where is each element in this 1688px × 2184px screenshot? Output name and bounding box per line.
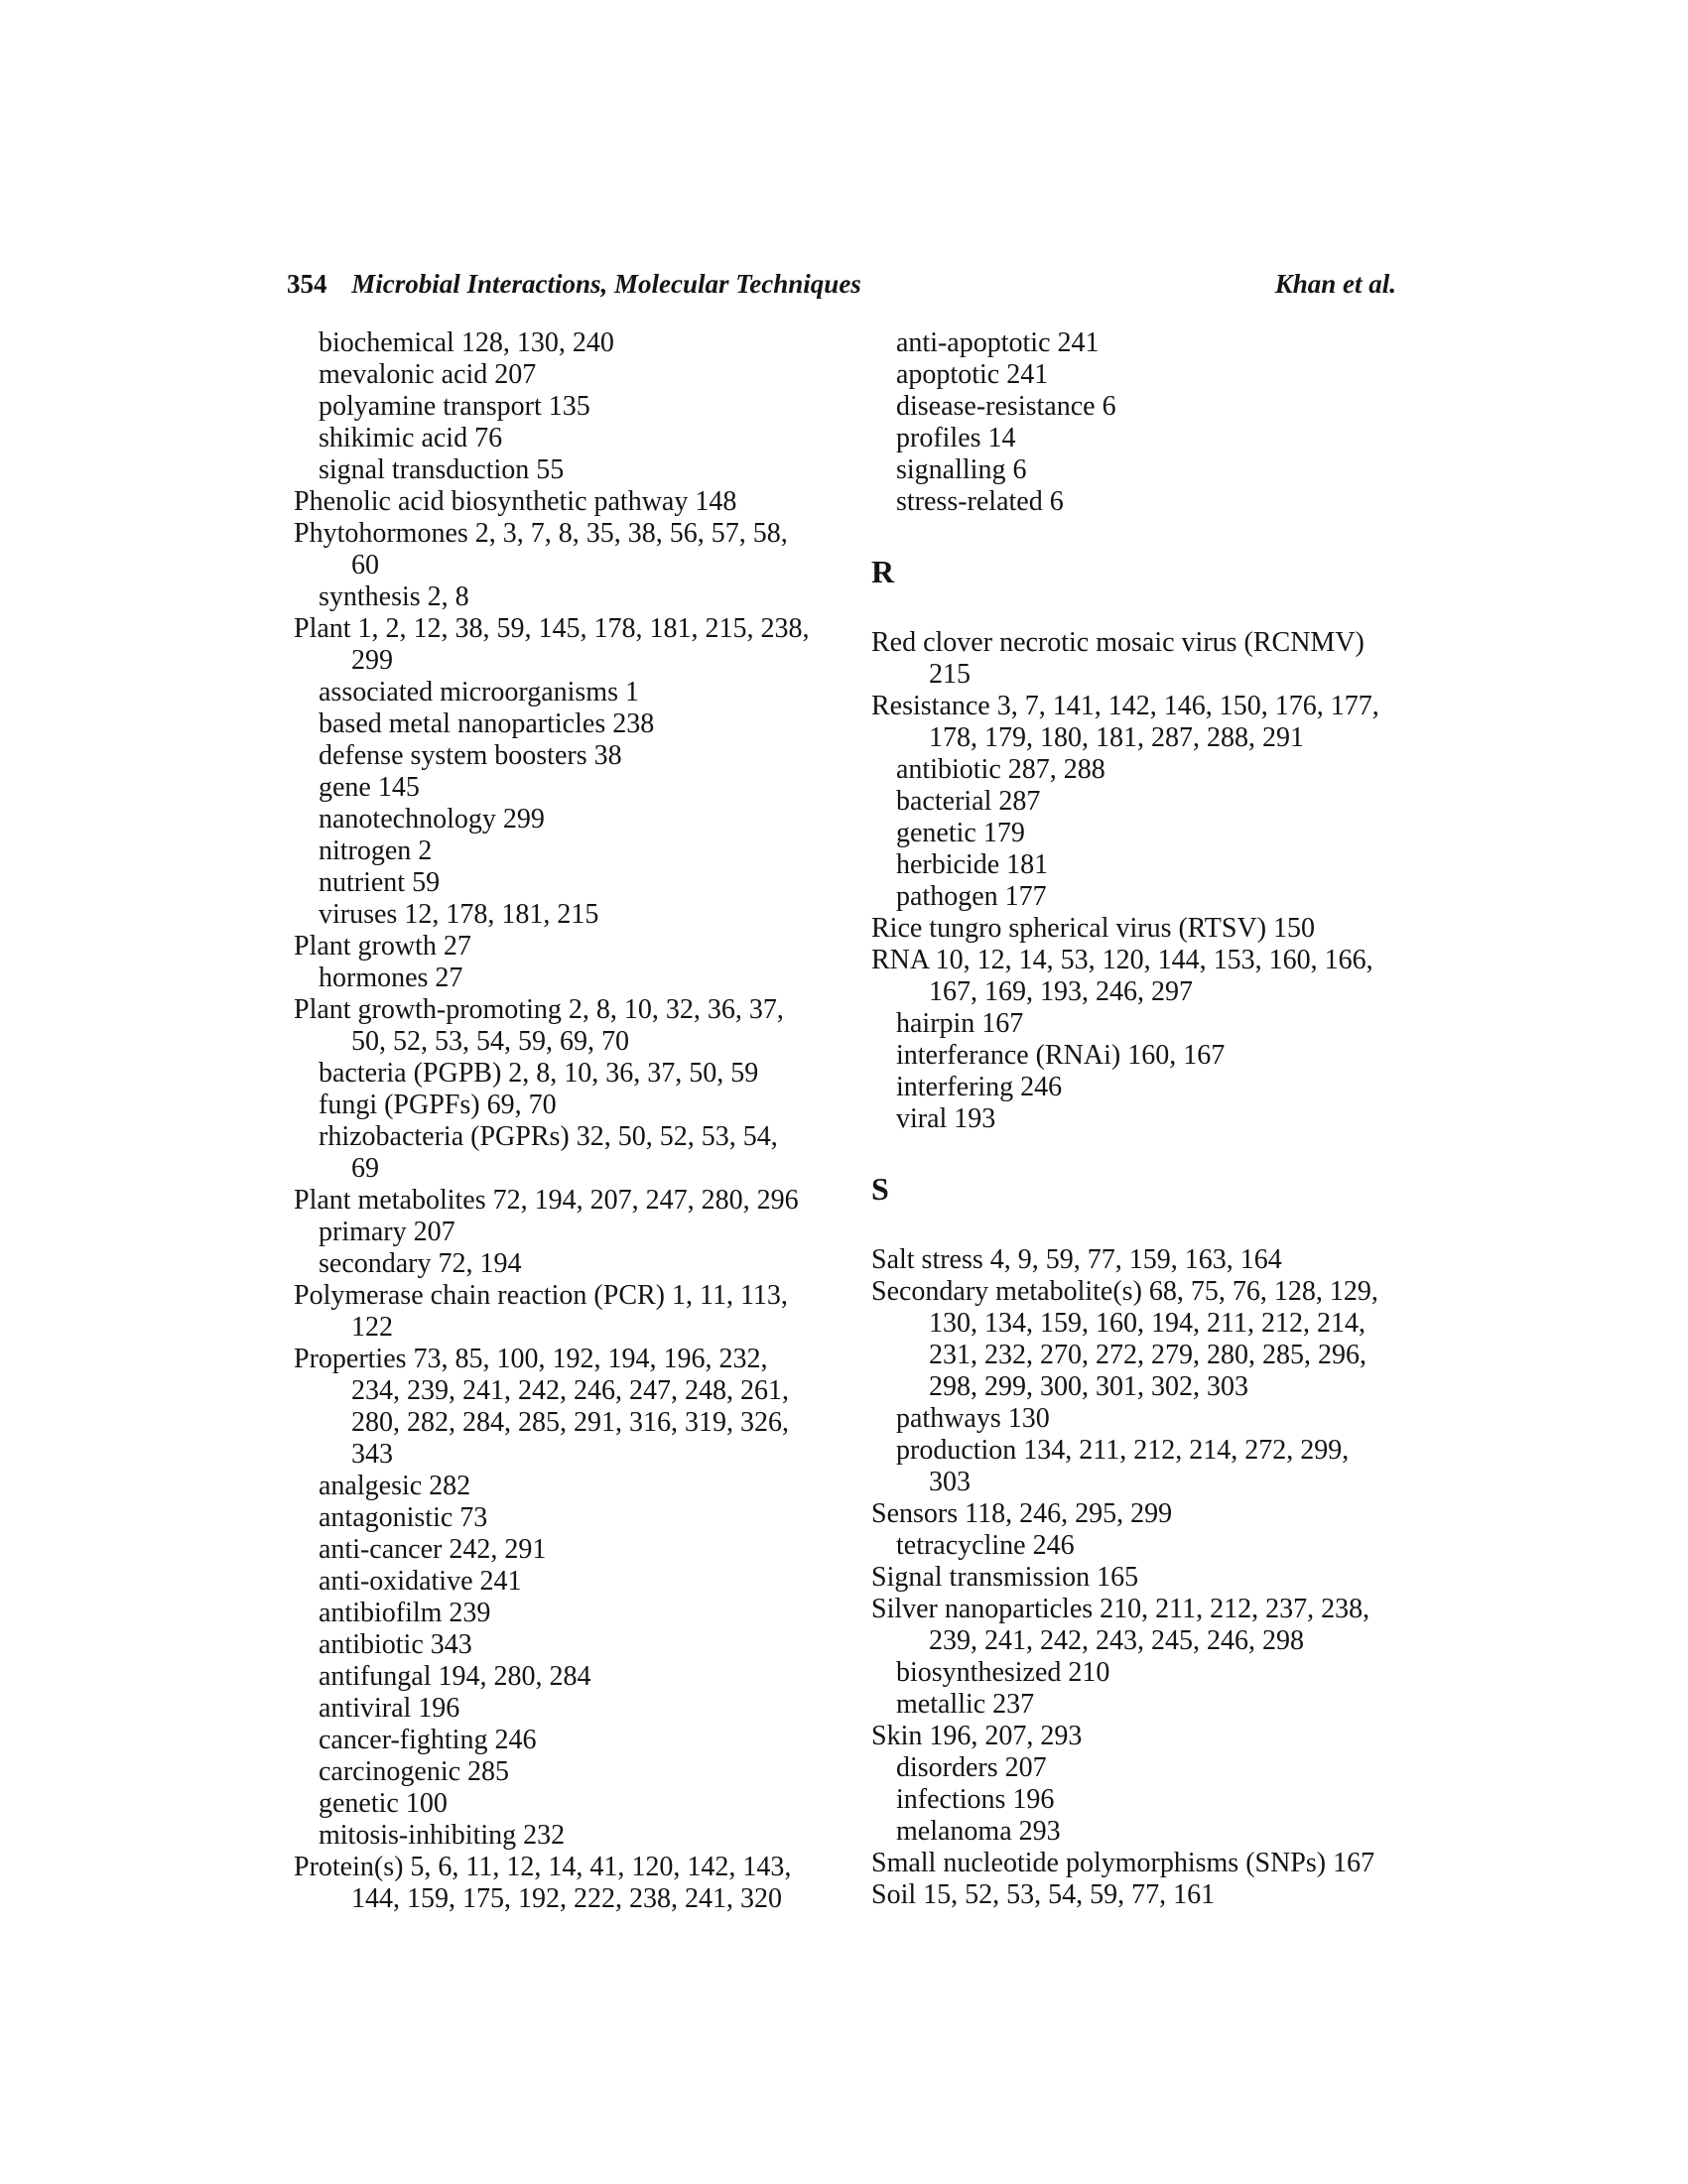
index-subentry: signal transduction 55 [319,454,565,485]
index-entry: Plant 1, 2, 12, 38, 59, 145, 178, 181, 215, 238, [294,613,810,644]
section-heading-s: S [871,1171,889,1207]
index-entry: Red clover necrotic mosaic virus (RCNMV) [871,627,1364,658]
index-subentry: shikimic acid 76 [319,423,503,453]
index-entry: Phenolic acid biosynthetic pathway 148 [294,486,737,517]
index-entry-continuation: 234, 239, 241, 242, 246, 247, 248, 261, [351,1375,789,1406]
index-subentry: pathogen 177 [896,881,1047,912]
index-entry: Polymerase chain reaction (PCR) 1, 11, 113, [294,1280,788,1311]
index-subentry: disorders 207 [896,1752,1047,1783]
index-subentry: synthesis 2, 8 [319,581,469,612]
index-subentry: fungi (PGPFs) 69, 70 [319,1090,557,1120]
index-subentry: herbicide 181 [896,849,1049,880]
index-entry: Properties 73, 85, 100, 192, 194, 196, 232, [294,1344,768,1374]
running-header [287,268,1396,300]
section-heading-r: R [871,554,895,589]
index-subentry: apoptotic 241 [896,359,1049,390]
index-entry: Skin 196, 207, 293 [871,1721,1083,1751]
page-number: 354 [287,269,327,299]
index-subentry: primary 207 [319,1217,455,1247]
index-subentry: interfering 246 [896,1072,1063,1102]
index-subentry: infections 196 [896,1784,1055,1815]
index-subentry: signalling 6 [896,454,1027,485]
index-subentry: mitosis-inhibiting 232 [319,1820,566,1851]
index-subentry: tetracycline 246 [896,1530,1075,1561]
index-subentry: biochemical 128, 130, 240 [319,327,614,358]
index-subentry: anti-cancer 242, 291 [319,1534,547,1565]
index-subentry: gene 145 [319,772,420,803]
index-subentry: nutrient 59 [319,867,441,898]
index-entry-continuation: 178, 179, 180, 181, 287, 288, 291 [929,722,1304,753]
index-entry-continuation: 303 [929,1467,971,1497]
index-entry-continuation: 144, 159, 175, 192, 222, 238, 241, 320 [351,1883,782,1914]
index-entry-continuation: 130, 134, 159, 160, 194, 211, 212, 214, [929,1308,1365,1339]
index-subentry: based metal nanoparticles 238 [319,708,655,739]
index-entry-continuation: 167, 169, 193, 246, 297 [929,976,1193,1007]
book-title: Microbial Interactions, Molecular Techniques [351,269,861,299]
index-subentry: stress-related 6 [896,486,1064,517]
index-entry: Soil 15, 52, 53, 54, 59, 77, 161 [871,1879,1216,1910]
index-subentry: biosynthesized 210 [896,1657,1110,1688]
index-column-left [294,327,874,1915]
index-subentry: anti-oxidative 241 [319,1566,522,1597]
running-header-left [287,268,861,300]
index-entry: Salt stress 4, 9, 59, 77, 159, 163, 164 [871,1244,1282,1275]
index-subentry: carcinogenic 285 [319,1756,510,1787]
index-column-right [871,327,1407,1911]
index-subentry: interferance (RNAi) 160, 167 [896,1040,1226,1071]
index-entry: Silver nanoparticles 210, 211, 212, 237, 238, [871,1594,1370,1624]
index-subentry: production 134, 211, 212, 214, 272, 299, [896,1435,1350,1466]
index-subentry: antibiotic 287, 288 [896,754,1105,785]
index-subentry: profiles 14 [896,423,1016,453]
index-entry: Protein(s) 5, 6, 11, 12, 14, 41, 120, 142, 143, [294,1852,792,1882]
index-entry-continuation: 343 [351,1439,393,1470]
index-subentry: nanotechnology 299 [319,804,545,835]
index-entry-continuation: 231, 232, 270, 272, 279, 280, 285, 296, [929,1340,1366,1370]
running-header-right [1275,268,1396,300]
index-subentry: polyamine transport 135 [319,391,590,422]
index-subentry: genetic 179 [896,818,1025,848]
index-subentry: antibiofilm 239 [319,1598,491,1628]
index-subentry: analgesic 282 [319,1471,471,1501]
index-entry-continuation: 60 [351,550,379,580]
index-entry-continuation: 280, 282, 284, 285, 291, 316, 319, 326, [351,1407,789,1438]
index-subentry: nitrogen 2 [319,835,433,866]
index-subentry: bacterial 287 [896,786,1041,817]
index-subentry: hairpin 167 [896,1008,1024,1039]
index-subentry: anti-apoptotic 241 [896,327,1100,358]
index-subentry: antiviral 196 [319,1693,460,1724]
index-subentry: hormones 27 [319,963,463,993]
index-entry-continuation: 50, 52, 53, 54, 59, 69, 70 [351,1026,629,1057]
index-subentry: pathways 130 [896,1403,1050,1434]
index-subentry: antagonistic 73 [319,1502,488,1533]
index-entry: Small nucleotide polymorphisms (SNPs) 167 [871,1848,1375,1878]
index-subentry: genetic 100 [319,1788,448,1819]
index-entry-continuation: 69 [351,1153,379,1184]
index-entry: Secondary metabolite(s) 68, 75, 76, 128, 129, [871,1276,1378,1307]
index-subentry: cancer-fighting 246 [319,1725,537,1755]
index-subentry: rhizobacteria (PGPRs) 32, 50, 52, 53, 54, [319,1121,778,1152]
index-subentry: associated microorganisms 1 [319,677,639,707]
index-entry: Signal transmission 165 [871,1562,1139,1593]
index-entry: Plant growth 27 [294,931,471,962]
index-subentry: disease-resistance 6 [896,391,1116,422]
index-subentry: bacteria (PGPB) 2, 8, 10, 36, 37, 50, 59 [319,1058,759,1089]
index-entry-continuation: 122 [351,1312,393,1343]
index-entry-continuation: 299 [351,645,393,676]
index-subentry: melanoma 293 [896,1816,1061,1847]
index-subentry: defense system boosters 38 [319,740,622,771]
index-subentry: viral 193 [896,1103,996,1134]
index-subentry: antibiotic 343 [319,1629,472,1660]
index-entry: RNA 10, 12, 14, 53, 120, 144, 153, 160, 166, [871,945,1373,975]
index-subentry: antifungal 194, 280, 284 [319,1661,591,1692]
index-subentry: metallic 237 [896,1689,1035,1720]
index-entry: Resistance 3, 7, 141, 142, 146, 150, 176, 177, [871,691,1379,721]
index-subentry: secondary 72, 194 [319,1248,522,1279]
index-entry-continuation: 239, 241, 242, 243, 245, 246, 298 [929,1625,1304,1656]
index-entry: Plant metabolites 72, 194, 207, 247, 280, 296 [294,1185,799,1216]
index-entry: Sensors 118, 246, 295, 299 [871,1498,1173,1529]
index-subentry: viruses 12, 178, 181, 215 [319,899,599,930]
running-head-authors: Khan et al. [1274,269,1396,299]
index-entry: Rice tungro spherical virus (RTSV) 150 [871,913,1316,944]
index-entry: Plant growth-promoting 2, 8, 10, 32, 36, 37, [294,994,784,1025]
index-entry-continuation: 298, 299, 300, 301, 302, 303 [929,1371,1248,1402]
index-subentry: mevalonic acid 207 [319,359,537,390]
index-entry-continuation: 215 [929,659,971,690]
index-entry: Phytohormones 2, 3, 7, 8, 35, 38, 56, 57, 58, [294,518,788,549]
